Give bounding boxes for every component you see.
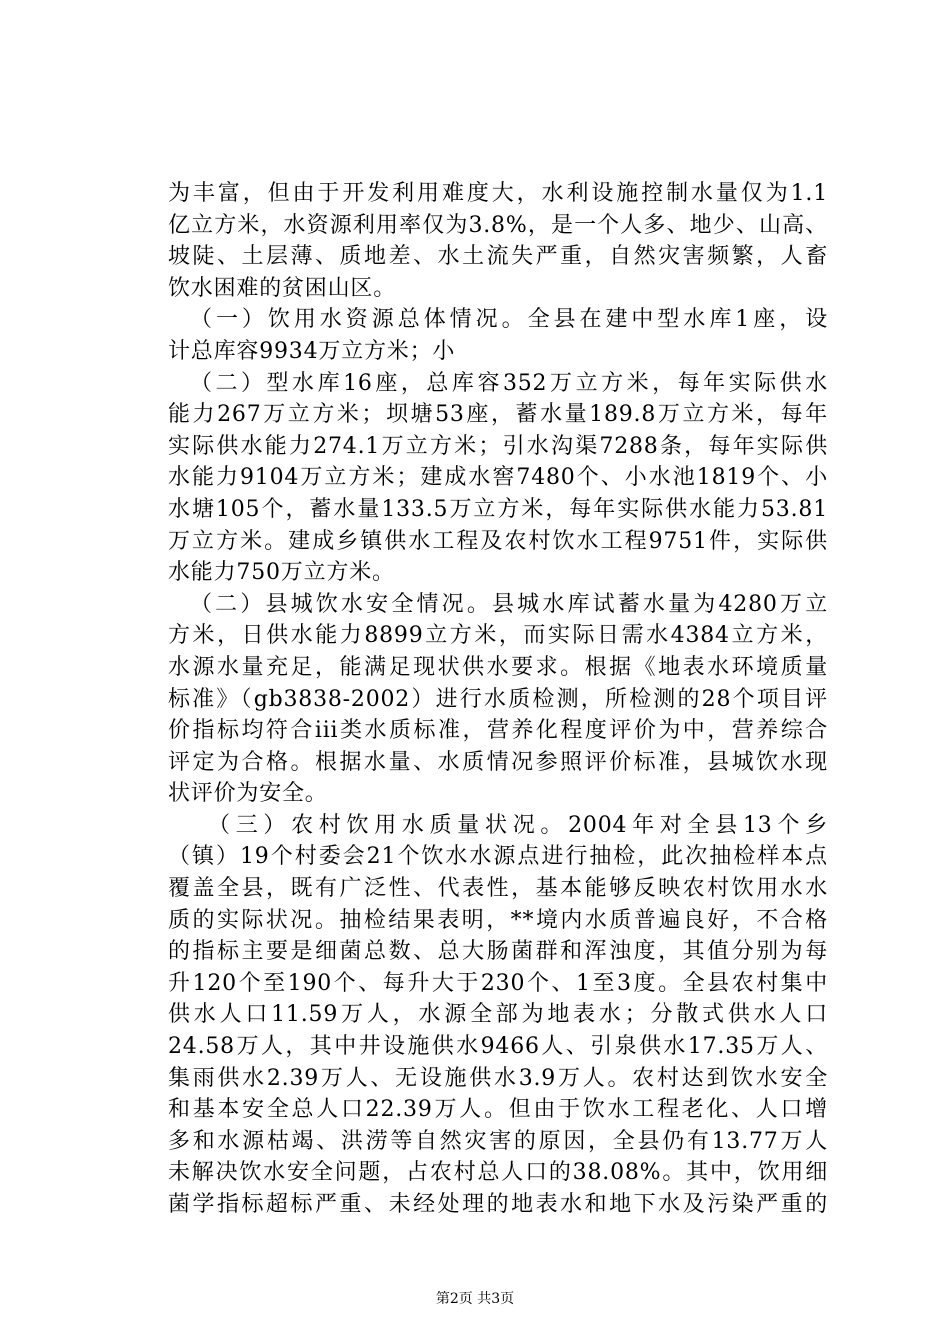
text-line: 和基本安全总人口22.39万人。但由于饮水工程老化、人口增 — [168, 1097, 828, 1123]
text-line: 质的实际状况。抽检结果表明，**境内水质普遍良好，不合格 — [168, 907, 828, 933]
text-line: 方米，日供水能力8899立方米，而实际日需水4384立方米， — [168, 623, 828, 649]
text-line: 状评价为安全。 — [168, 781, 328, 807]
text-line: 集雨供水2.39万人、无设施供水3.9万人。农村达到饮水安全 — [168, 1065, 828, 1091]
text-line: （二）县城饮水安全情况。县城水库试蓄水量为4280万立 — [190, 591, 828, 617]
text-line: 价指标均符合iii类水质标准，营养化程度评价为中，营养综合 — [168, 718, 828, 744]
text-line: 多和水源枯竭、洪涝等自然灾害的原因，全县仍有13.77万人 — [168, 1128, 828, 1154]
paragraph-intro — [168, 178, 828, 304]
text-line: 万立方米。建成乡镇供水工程及农村饮水工程9751件，实际供 — [168, 528, 828, 554]
text-line: 标准》（gb3838-2002）进行水质检测，所检测的28个项目评 — [168, 686, 828, 712]
document-body — [168, 178, 828, 1221]
text-line: 覆盖全县，既有广泛性、代表性，基本能够反映农村饮用水水 — [168, 876, 828, 902]
text-line: （一）饮用水资源总体情况。全县在建中型水库1座，设 — [190, 307, 828, 333]
text-line: 24.58万人，其中井设施供水9466人、引泉供水17.35万人、 — [168, 1034, 828, 1060]
text-line: 的指标主要是细菌总数、总大肠菌群和浑浊度，其值分别为每 — [168, 939, 828, 965]
text-line: （三）农村饮用水质量状况。2004年对全县13个乡 — [208, 812, 828, 838]
text-line: 亿立方米，水资源利用率仅为3.8%，是一个人多、地少、山高、 — [168, 212, 828, 238]
paragraph-section-3 — [168, 810, 828, 1221]
text-line: 坡陡、土层薄、质地差、水土流失严重，自然灾害频繁，人畜 — [168, 244, 828, 270]
text-line: 饮水困难的贫困山区。 — [168, 275, 397, 301]
text-line: （二）型水库16座，总库容352万立方米，每年实际供水 — [190, 370, 828, 396]
text-line: （镇）19个村委会21个饮水水源点进行抽检，此次抽检样本点 — [168, 844, 828, 870]
text-line: 实际供水能力274.1万立方米；引水沟渠7288条，每年实际供 — [168, 433, 828, 459]
text-line: 计总库容9934万立方米；小 — [168, 338, 456, 364]
text-line: 能力267万立方米；坝塘53座，蓄水量189.8万立方米，每年 — [168, 402, 828, 428]
text-line: 水能力750万立方米。 — [168, 560, 395, 586]
text-line: 评定为合格。根据水量、水质情况参照评价标准，县城饮水现 — [168, 749, 828, 775]
paragraph-section-2a — [168, 368, 828, 589]
page-footer — [0, 1290, 950, 1308]
page-number: 第2页 共3页 — [435, 1291, 515, 1307]
text-line: 水源水量充足，能满足现状供水要求。根据《地表水环境质量 — [168, 654, 828, 680]
text-line: 菌学指标超标严重、未经处理的地表水和地下水及污染严重的 — [168, 1192, 828, 1217]
text-line: 水能力9104万立方米；建成水窖7480个、小水池1819个、小 — [168, 465, 828, 491]
text-line: 升120个至190个、每升大于230个、1至3度。全县农村集中 — [168, 970, 828, 996]
text-line: 供水人口11.59万人，水源全部为地表水；分散式供水人口 — [168, 1002, 828, 1028]
text-line: 未解决饮水安全问题，占农村总人口的38.08%。其中，饮用细 — [168, 1160, 828, 1186]
paragraph-section-2b — [168, 589, 828, 810]
text-line: 水塘105个，蓄水量133.5万立方米，每年实际供水能力53.81 — [168, 496, 828, 522]
text-line: 为丰富，但由于开发利用难度大，水利设施控制水量仅为1.1 — [168, 181, 828, 206]
paragraph-section-1 — [168, 304, 828, 367]
